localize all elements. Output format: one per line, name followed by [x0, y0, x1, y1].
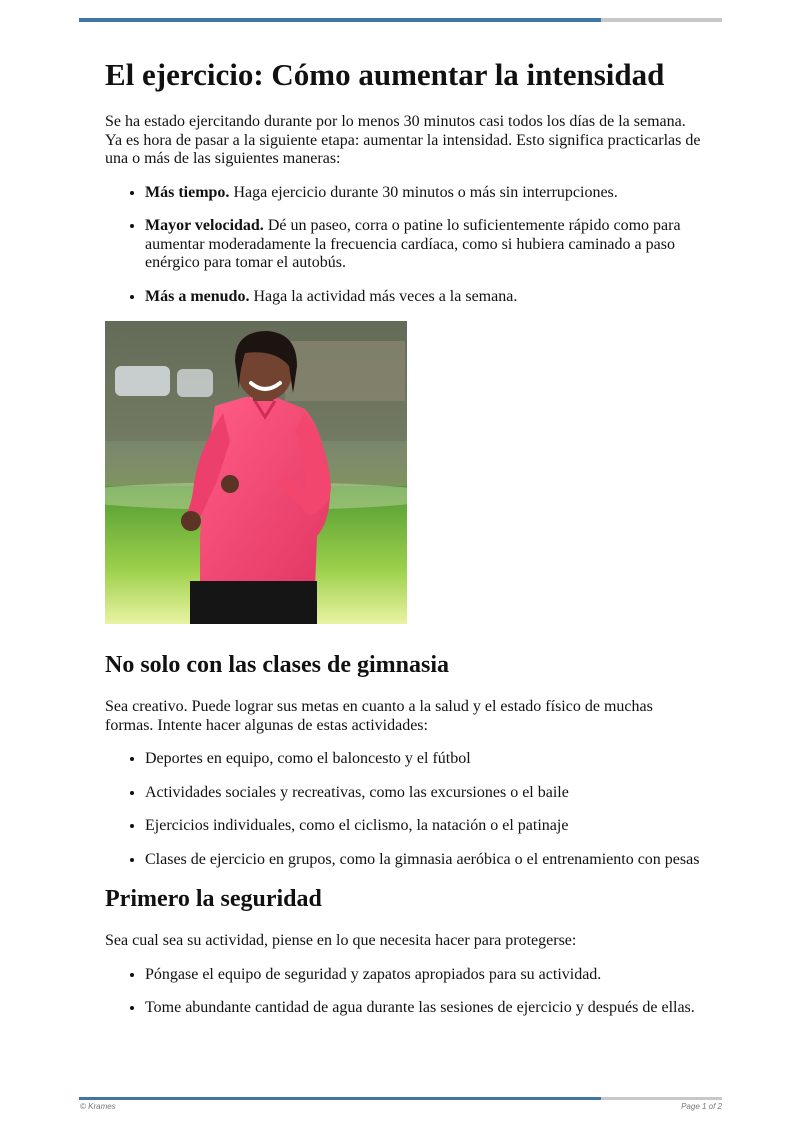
section-intro: Sea creativo. Puede lograr sus metas en cuanto a la salud y el estado físico de muchas formas. Intente hacer algunas de estas actividades: — [105, 698, 653, 734]
list-item: • Deportes en equipo, como el baloncesto y el fútbol — [145, 750, 705, 769]
document-body — [105, 55, 705, 1033]
item-lead: Más tiempo. — [145, 183, 230, 201]
bottom-divider-grey — [601, 1097, 722, 1100]
footer-page-number: Page 1 of 2 — [681, 1102, 722, 1111]
item-lead: Mayor velocidad. — [145, 217, 264, 234]
footer-copyright: © Krames — [80, 1102, 116, 1111]
list-item: • Póngase el equipo de seguridad y zapatos apropiados para su actividad. — [145, 966, 705, 985]
bottom-divider-blue — [79, 1097, 601, 1100]
top-divider-blue — [79, 18, 601, 22]
list-item: • Tome abundante cantidad de agua durante las sesiones de ejercicio y después de ellas. — [145, 999, 705, 1018]
woman-jogging-photo — [105, 321, 407, 624]
section-heading: Primero la seguridad — [105, 886, 322, 912]
list-item — [145, 184, 705, 203]
list-item: • Ejercicios individuales, como el ciclismo, la natación o el patinaje — [145, 817, 705, 836]
top-divider — [79, 18, 722, 22]
list-item — [145, 217, 705, 273]
ways-list — [105, 184, 705, 307]
list-item — [145, 288, 705, 307]
item-text: Haga la actividad más veces a la semana. — [249, 287, 518, 305]
bottom-divider — [79, 1097, 722, 1100]
item-text: Dé un paseo, corra o patine lo suficientemente rápido como para aumentar moderadamente la frecuencia cardíaca, como si hubiera caminado a paso enérgico para tomar el autobús. — [145, 217, 681, 271]
list-item: • Clases de ejercicio en grupos, como la gimnasia aeróbica o el entrenamiento con pesas — [145, 851, 705, 870]
list-item: • Actividades sociales y recreativas, como las excursiones o el baile — [145, 784, 705, 803]
page-title: El ejercicio: Cómo aumentar la intensidad — [105, 57, 665, 92]
safety-list — [105, 966, 705, 1018]
section-heading: No solo con las clases de gimnasia — [105, 652, 450, 678]
top-divider-grey — [601, 18, 722, 22]
item-text: Haga ejercicio durante 30 minutos o más sin interrupciones. — [229, 183, 618, 201]
activities-list — [105, 750, 705, 869]
intro-paragraph: Se ha estado ejercitando durante por lo menos 30 minutos casi todos los días de la semana. Ya es hora de pasar a la siguiente etapa: aumentar la intensidad. Esto significa practicarlas de una o más de las siguientes maneras: — [105, 113, 701, 167]
section-intro: Sea cual sea su actividad, piense en lo que necesita hacer para protegerse: — [105, 932, 577, 949]
item-lead: Más a menudo. — [145, 287, 250, 305]
